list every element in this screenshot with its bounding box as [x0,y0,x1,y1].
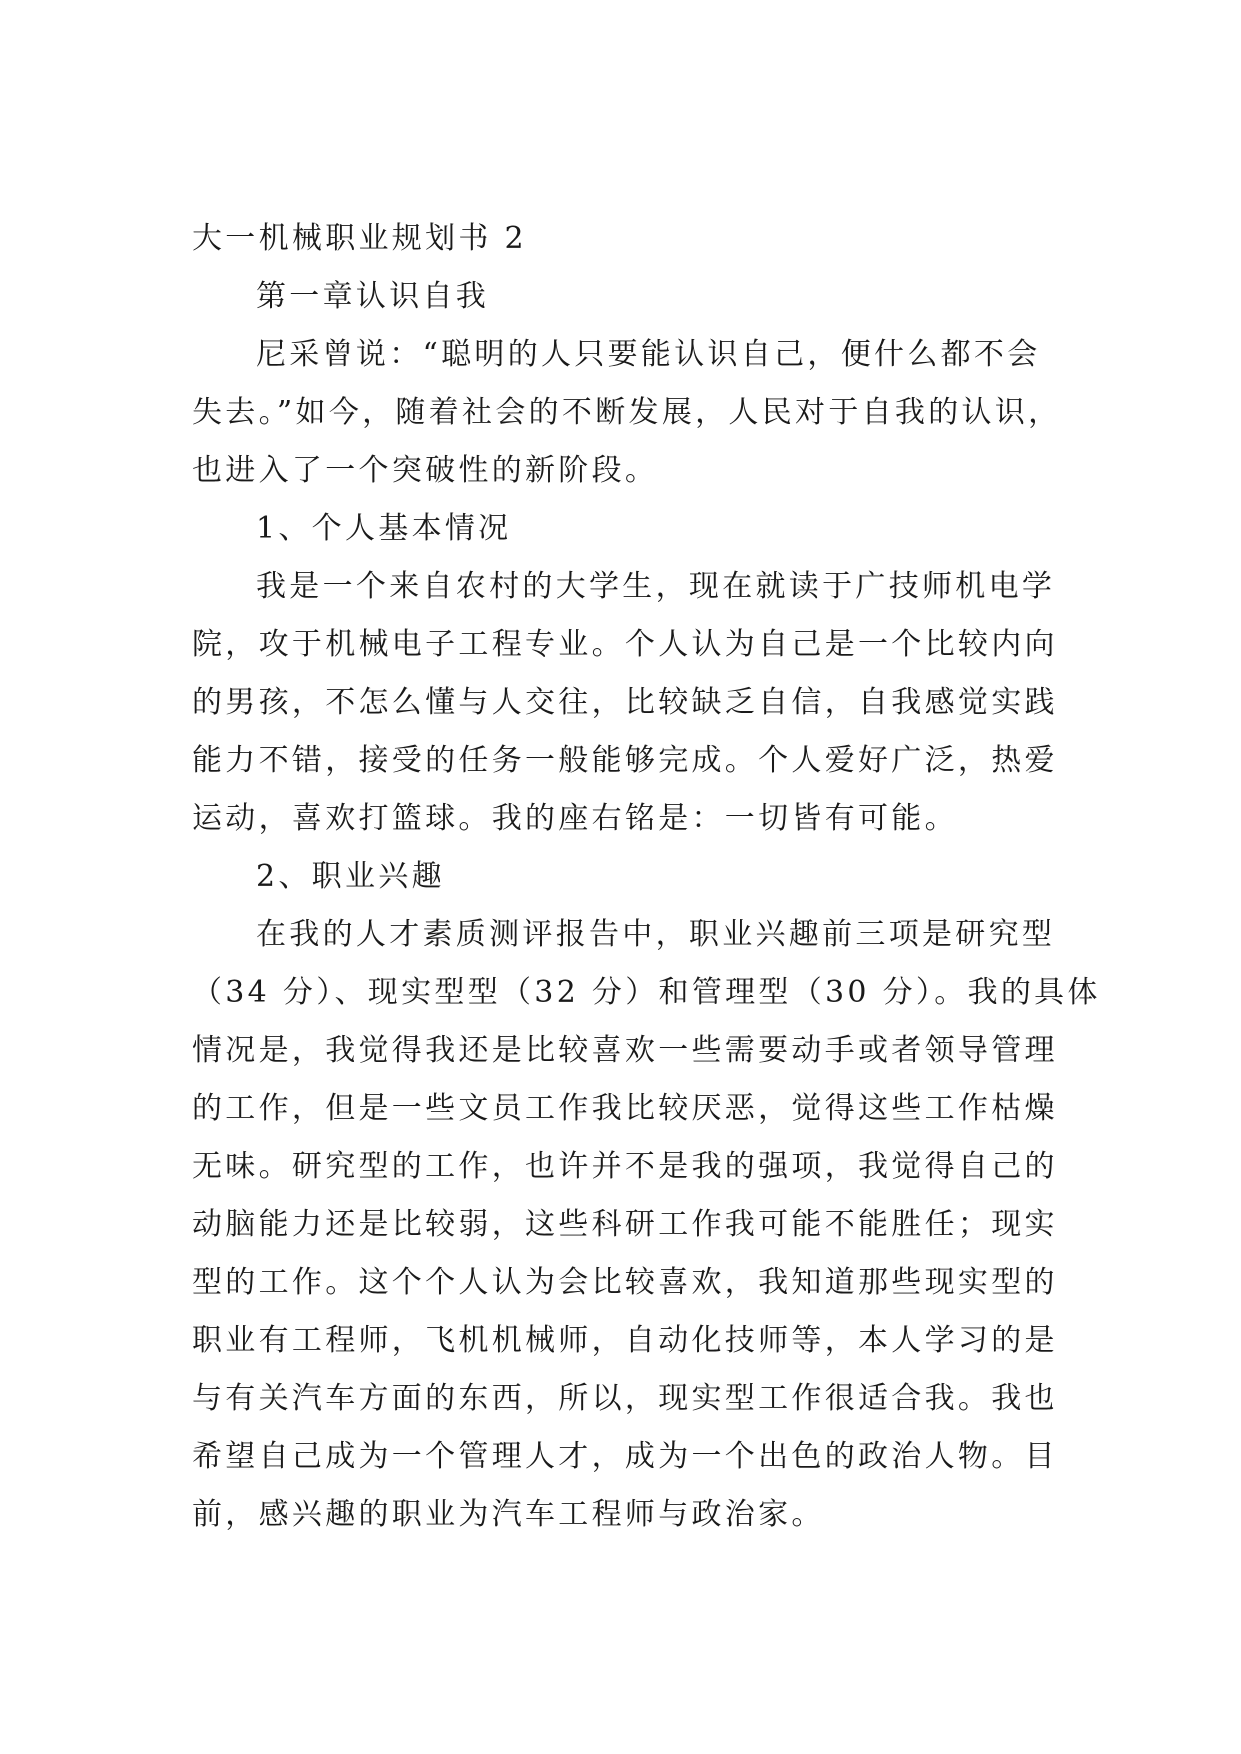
paragraph-line: 型的工作。这个个人认为会比较喜欢，我知道那些现实型的 [192,1265,1058,1300]
paragraph-line: 失去。”如今，随着社会的不断发展，人民对于自我的认识， [192,395,1062,430]
paragraph-line: 能力不错，接受的任务一般能够完成。个人爱好广泛，热爱 [192,743,1058,778]
section-heading-career-interest: 2、职业兴趣 [256,859,445,894]
career-interest-paragraph [192,906,1101,1544]
paragraph-line: （34 分）、现实型型（32 分）和管理型（30 分）。我的具体 [192,975,1101,1010]
paragraph-line: 动脑能力还是比较弱，这些科研工作我可能不能胜任；现实 [192,1207,1058,1242]
paragraph-line: 无味。研究型的工作，也许并不是我的强项，我觉得自己的 [192,1149,1058,1184]
paragraph-line: 前，感兴趣的职业为汽车工程师与政治家。 [192,1497,825,1532]
paragraph-line: 运动，喜欢打篮球。我的座右铭是：一切皆有可能。 [192,801,958,836]
paragraph-line: 我是一个来自农村的大学生，现在就读于广技师机电学 [256,569,1056,604]
paragraph-line: 院，攻于机械电子工程专业。个人认为自己是一个比较内向 [192,627,1058,662]
document-title: 大一机械职业规划书 2 [192,221,527,256]
paragraph-line: 在我的人才素质测评报告中，职业兴趣前三项是研究型 [256,917,1056,952]
paragraph-line: 的男孩，不怎么懂与人交往，比较缺乏自信，自我感觉实践 [192,685,1058,720]
document-body [192,210,1101,1544]
basic-info-paragraph [192,558,1058,848]
paragraph-line: 情况是，我觉得我还是比较喜欢一些需要动手或者领导管理 [192,1033,1058,1068]
paragraph-line: 职业有工程师，飞机机械师，自动化技师等，本人学习的是 [192,1323,1058,1358]
intro-paragraph [192,326,1062,500]
paragraph-line: 尼采曾说：“聪明的人只要能认识自己，便什么都不会 [256,337,1041,372]
paragraph-line: 与有关汽车方面的东西，所以，现实型工作很适合我。我也 [192,1381,1058,1416]
paragraph-line: 的工作，但是一些文员工作我比较厌恶，觉得这些工作枯燥 [192,1091,1058,1126]
chapter-heading: 第一章认识自我 [256,279,490,314]
section-heading-basic-info: 1、个人基本情况 [256,511,512,546]
paragraph-line: 也进入了一个突破性的新阶段。 [192,453,659,488]
paragraph-line: 希望自己成为一个管理人才，成为一个出色的政治人物。目 [192,1439,1058,1474]
